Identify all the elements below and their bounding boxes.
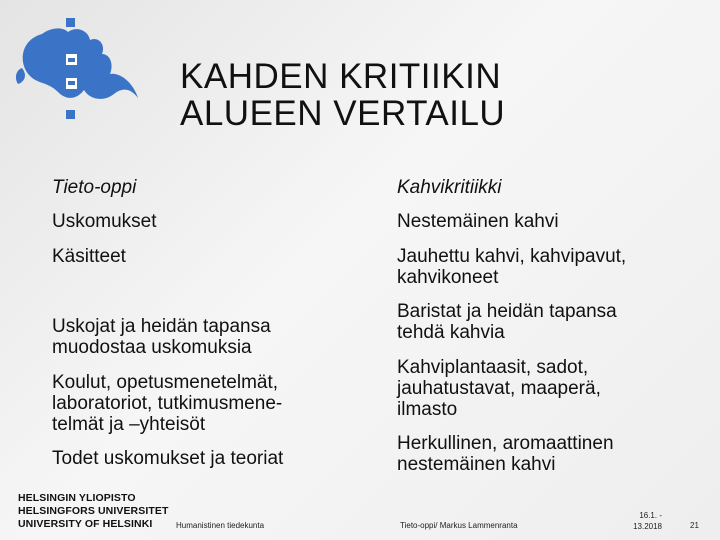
slide-title — [180, 58, 505, 132]
left-item-4 — [52, 372, 282, 435]
left-item-header — [52, 177, 136, 198]
left-item-2-line-1: Käsitteet — [52, 246, 126, 267]
left-item-header-line: Tieto-oppi — [52, 177, 137, 198]
footer-date — [600, 510, 662, 532]
left-item-2 — [52, 246, 126, 267]
right-item-1 — [397, 211, 559, 232]
right-item-4-line-2: jauhatustavat, maaperä, — [397, 378, 601, 399]
right-item-2 — [397, 246, 626, 288]
university-name-logo — [18, 492, 168, 531]
university-name-fi: HELSINGIN YLIOPISTO — [18, 492, 136, 504]
right-item-1-line-1: Nestemäinen kahvi — [397, 211, 559, 232]
left-item-4-line-3: telmät ja –yhteisöt — [52, 414, 206, 435]
page-number: 21 — [690, 521, 699, 530]
left-item-5 — [52, 448, 283, 469]
title-line-2: ALUEEN VERTAILU — [180, 94, 506, 133]
left-item-5-line-1: Todet uskomukset ja teoriat — [52, 448, 284, 469]
right-item-header-line: Kahvikritiikki — [397, 177, 502, 198]
left-item-3 — [52, 316, 271, 358]
title-line-1: KAHDEN KRITIIKIN — [180, 57, 502, 96]
right-item-3-line-2: tehdä kahvia — [397, 322, 505, 343]
footer-date-line-1: 16.1. - — [639, 511, 662, 520]
left-item-4-line-2: laboratoriot, tutkimusmene- — [52, 393, 283, 414]
footer-date-line-2: 13.2018 — [633, 522, 662, 531]
right-item-5-line-2: nestemäinen kahvi — [397, 454, 556, 475]
university-flame-logo-icon — [14, 14, 140, 122]
left-item-1 — [52, 211, 157, 232]
right-item-5-line-1: Herkullinen, aromaattinen — [397, 433, 614, 454]
left-item-3-line-1: Uskojat ja heidän tapansa — [52, 316, 271, 337]
right-item-4-line-1: Kahviplantaasit, sadot, — [397, 357, 589, 378]
left-item-3-line-2: muodostaa uskomuksia — [52, 337, 252, 358]
right-item-2-line-2: kahvikoneet — [397, 267, 499, 288]
right-item-4 — [397, 357, 601, 420]
left-item-1-line-1: Uskomukset — [52, 211, 157, 232]
right-item-3 — [397, 301, 617, 343]
left-item-4-line-1: Koulut, opetusmenetelmät, — [52, 372, 279, 393]
right-item-4-line-3: ilmasto — [397, 399, 458, 420]
university-name-sv: HELSINGFORS UNIVERSITET — [18, 505, 169, 517]
right-item-5 — [397, 433, 614, 475]
right-item-2-line-1: Jauhettu kahvi, kahvipavut, — [397, 246, 627, 267]
footer-author: Tieto-oppi/ Markus Lammenranta — [400, 521, 518, 530]
footer-faculty: Humanistinen tiedekunta — [176, 521, 265, 530]
right-item-3-line-1: Baristat ja heidän tapansa — [397, 301, 617, 322]
university-name-en: UNIVERSITY OF HELSINKI — [18, 518, 153, 530]
right-item-header — [397, 177, 502, 198]
